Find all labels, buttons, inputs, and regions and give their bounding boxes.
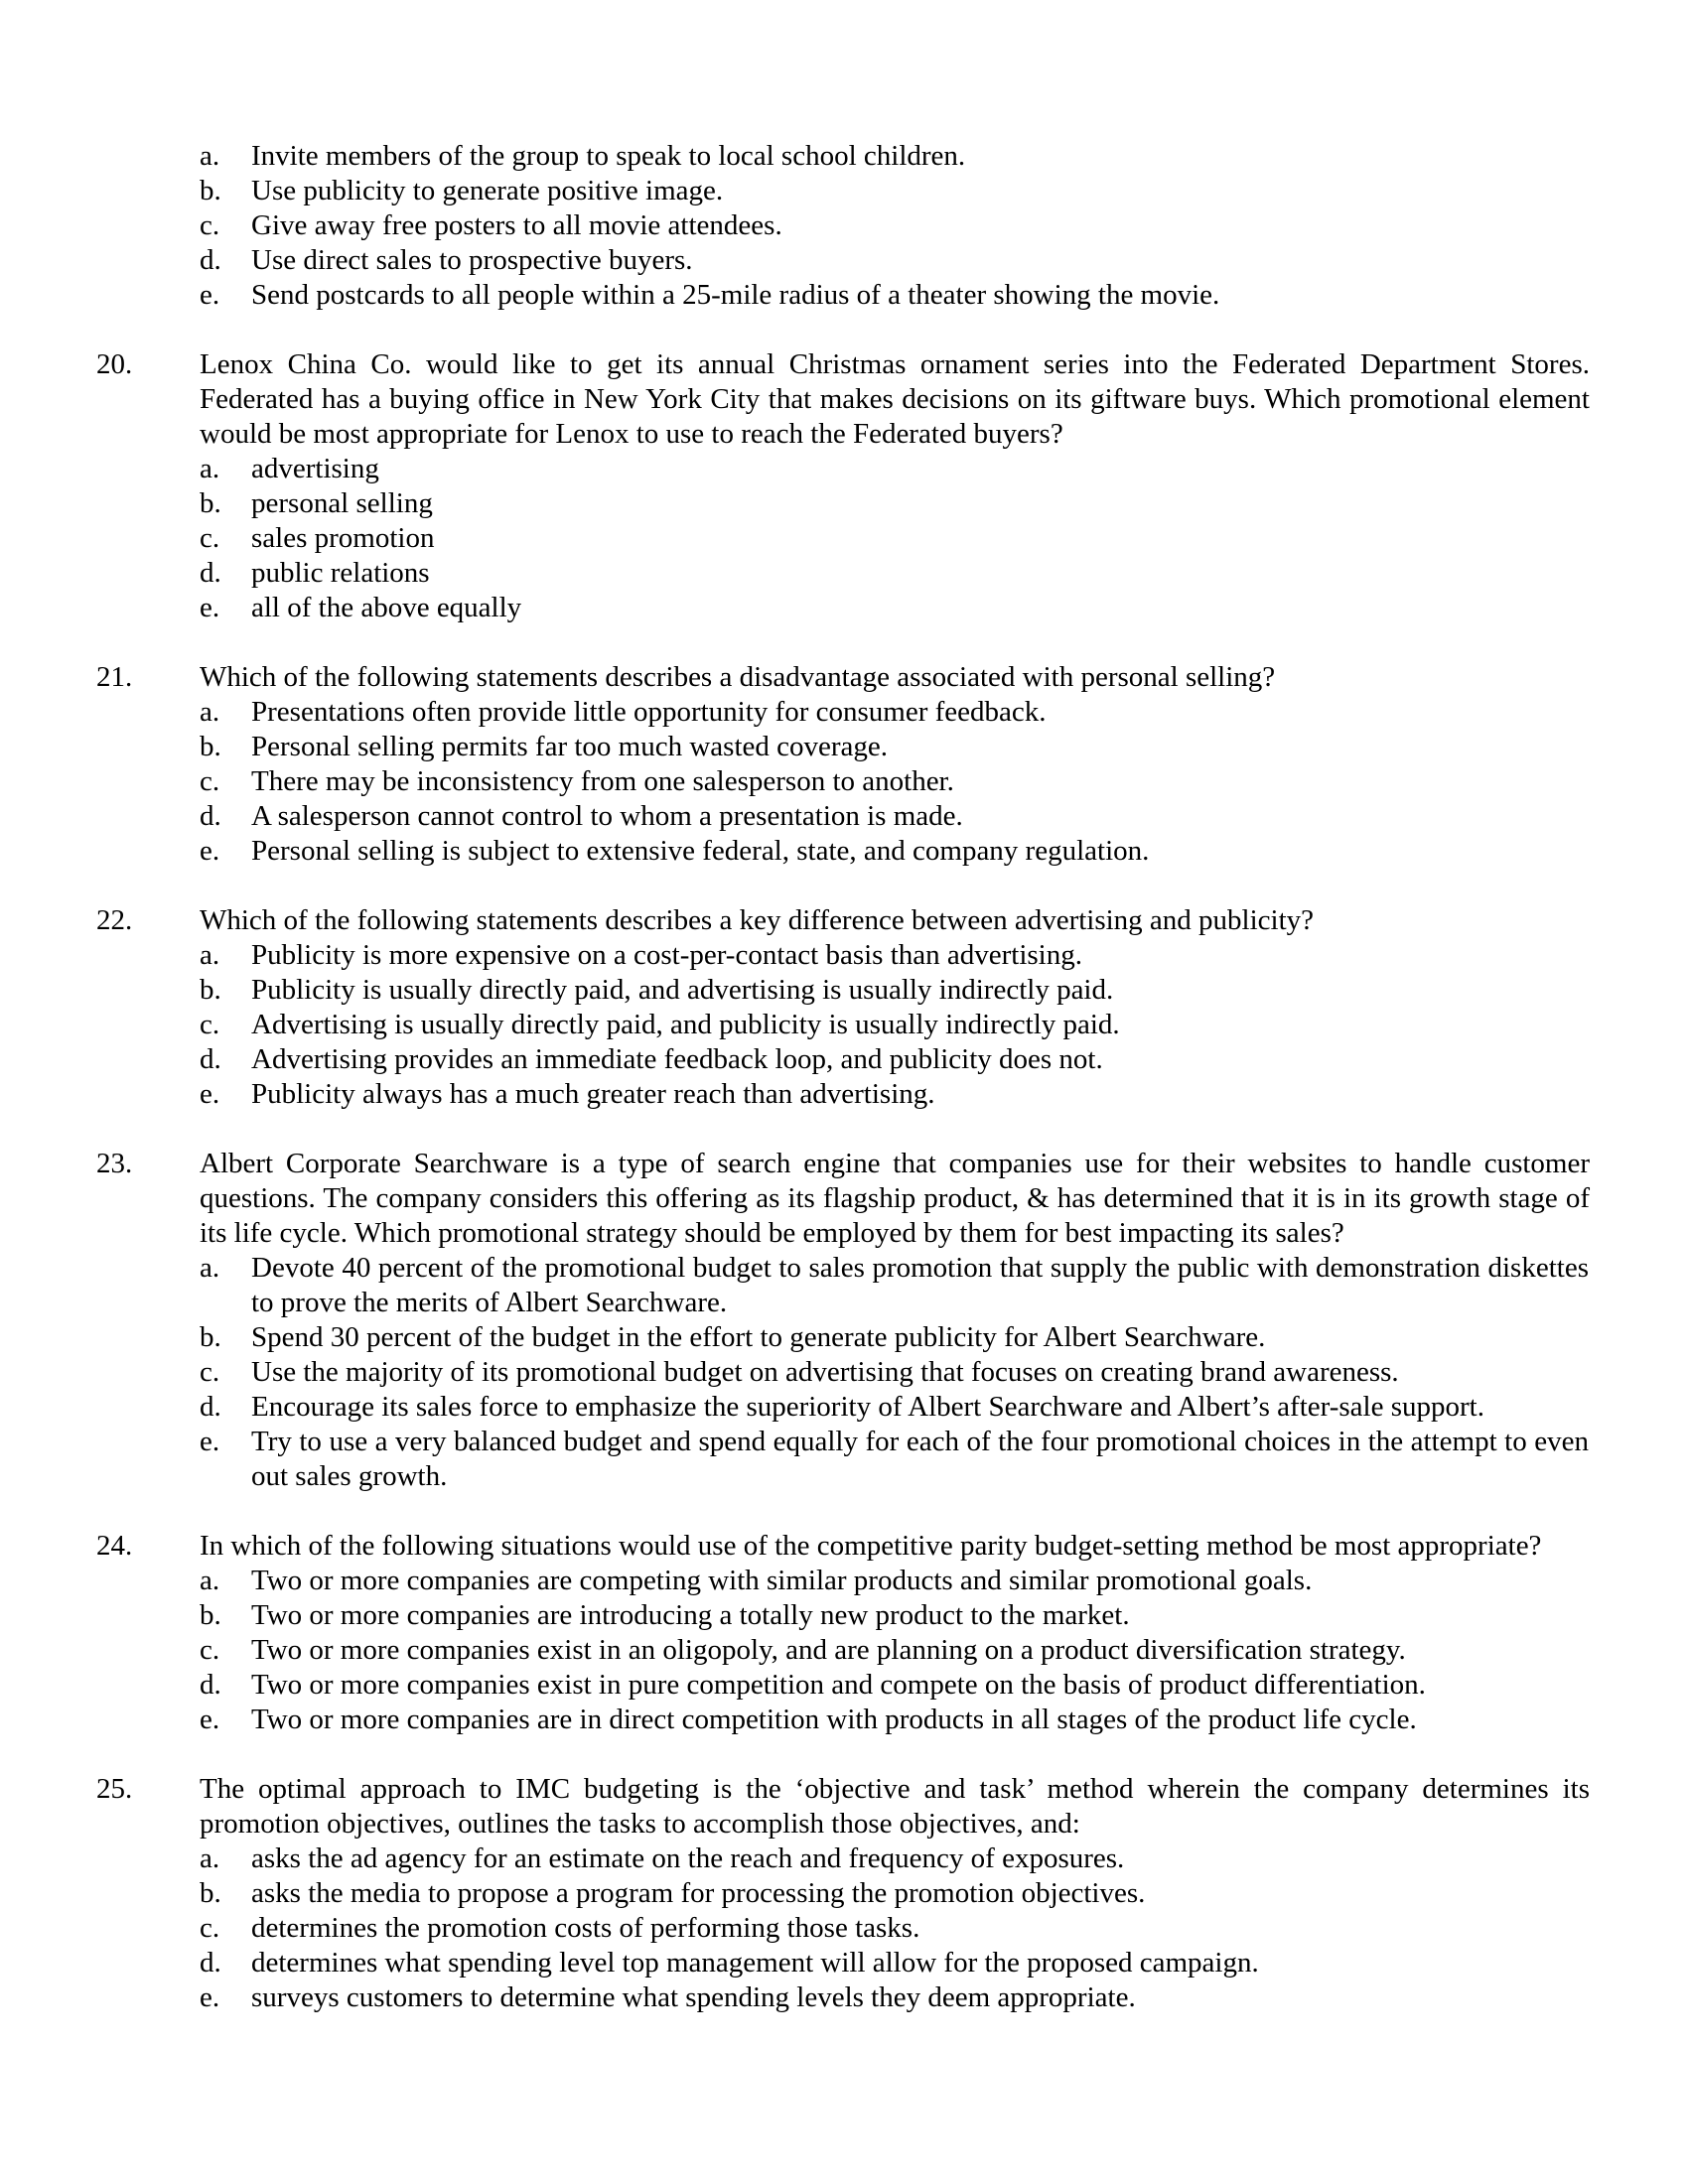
answer-option bbox=[0, 1077, 1688, 1112]
answer-option bbox=[0, 764, 1688, 799]
answer-option bbox=[0, 695, 1688, 730]
answer-option bbox=[0, 1946, 1688, 1980]
option-text: surveys customers to determine what spending levels they deem appropriate. bbox=[251, 1981, 1136, 2013]
option-label: b. bbox=[200, 1599, 221, 1631]
question-text: Which of the following statements describes a key difference between advertising and publicity? bbox=[200, 904, 1315, 936]
option-text: Encourage its sales force to emphasize the superiority of Albert Searchware and Albert’s after-sale support. bbox=[251, 1391, 1484, 1423]
option-label: d. bbox=[200, 1043, 221, 1075]
question-text: Albert Corporate Searchware is a type of search engine that companies use for their websites to handle customer questions. The company considers this offering as its flagship product, & has determined that it is in its growth stage of its life cycle. Which promotional strategy should be employed by them for best impacting its sales? bbox=[200, 1148, 1590, 1249]
option-text: Personal selling permits far too much wasted coverage. bbox=[251, 731, 889, 762]
question-number: 22. bbox=[96, 904, 133, 936]
answer-option bbox=[0, 1668, 1688, 1703]
option-label: d. bbox=[200, 1947, 221, 1979]
option-text: Use publicity to generate positive image. bbox=[251, 175, 724, 206]
question-21 bbox=[0, 660, 1688, 869]
answer-option bbox=[0, 938, 1688, 973]
option-label: d. bbox=[200, 800, 221, 832]
option-label: a. bbox=[200, 1252, 220, 1284]
answer-option bbox=[0, 973, 1688, 1008]
option-text: Publicity is usually directly paid, and advertising is usually indirectly paid. bbox=[251, 974, 1114, 1006]
question-22 bbox=[0, 903, 1688, 1112]
answer-option bbox=[0, 1564, 1688, 1598]
option-text: personal selling bbox=[251, 487, 433, 519]
question-text: Lenox China Co. would like to get its annual Christmas ornament series into the Federated Department Stores. Federated has a buying office in New York City that makes decisions on its giftware buys. Which promotional element would be most appropriate for Lenox to use to reach the Federated buyers? bbox=[200, 348, 1590, 450]
option-text: Advertising provides an immediate feedback loop, and publicity does not. bbox=[251, 1043, 1103, 1075]
option-text: A salesperson cannot control to whom a presentation is made. bbox=[251, 800, 963, 832]
answer-option bbox=[0, 591, 1688, 625]
answer-option bbox=[0, 1390, 1688, 1425]
option-label: c. bbox=[200, 1634, 220, 1666]
answer-option bbox=[0, 1008, 1688, 1042]
option-label: a. bbox=[200, 696, 220, 728]
option-text: Spend 30 percent of the budget in the effort to generate publicity for Albert Searchware. bbox=[251, 1321, 1266, 1353]
option-text: There may be inconsistency from one salesperson to another. bbox=[251, 765, 954, 797]
question-text: The optimal approach to IMC budgeting is the ‘objective and task’ method wherein the company determines its promotion objectives, outlines the tasks to accomplish those objectives, and: bbox=[200, 1773, 1590, 1840]
option-text: sales promotion bbox=[251, 522, 435, 554]
option-label: b. bbox=[200, 175, 221, 206]
option-text: public relations bbox=[251, 557, 430, 589]
option-text: Personal selling is subject to extensive federal, state, and company regulation. bbox=[251, 835, 1150, 867]
option-label: c. bbox=[200, 209, 220, 241]
option-text: Advertising is usually directly paid, and publicity is usually indirectly paid. bbox=[251, 1009, 1120, 1040]
answer-option bbox=[0, 834, 1688, 869]
option-label: e. bbox=[200, 835, 220, 867]
answer-option bbox=[0, 243, 1688, 278]
answer-option bbox=[0, 1042, 1688, 1077]
option-text: all of the above equally bbox=[251, 592, 522, 623]
option-label: c. bbox=[200, 1356, 220, 1388]
option-label: e. bbox=[200, 1704, 220, 1735]
answer-option bbox=[0, 486, 1688, 521]
option-label: d. bbox=[200, 1669, 221, 1701]
option-text: Publicity is more expensive on a cost-per-contact basis than advertising. bbox=[251, 939, 1082, 971]
option-label: a. bbox=[200, 453, 220, 484]
option-label: b. bbox=[200, 1321, 221, 1353]
question-number: 25. bbox=[96, 1773, 133, 1805]
option-label: a. bbox=[200, 939, 220, 971]
option-label: c. bbox=[200, 522, 220, 554]
option-text: Two or more companies exist in pure competition and compete on the basis of product differentiation. bbox=[251, 1669, 1426, 1701]
option-text: Try to use a very balanced budget and spend equally for each of the four promotional choices in the attempt to even out sales growth. bbox=[251, 1426, 1589, 1492]
option-label: d. bbox=[200, 557, 221, 589]
option-label: e. bbox=[200, 1426, 220, 1457]
option-label: c. bbox=[200, 765, 220, 797]
question-number: 20. bbox=[96, 348, 133, 380]
answer-option bbox=[0, 208, 1688, 243]
question-number: 23. bbox=[96, 1148, 133, 1179]
option-text: Invite members of the group to speak to local school children. bbox=[251, 140, 966, 172]
answer-option bbox=[0, 556, 1688, 591]
option-text: Presentations often provide little opportunity for consumer feedback. bbox=[251, 696, 1047, 728]
answer-option bbox=[0, 1980, 1688, 2015]
option-text: Send postcards to all people within a 25-mile radius of a theater showing the movie. bbox=[251, 279, 1220, 311]
option-text: Devote 40 percent of the promotional budget to sales promotion that supply the public with demonstration diskettes to prove the merits of Albert Searchware. bbox=[251, 1252, 1589, 1318]
answer-option bbox=[0, 1425, 1688, 1494]
option-text: Use direct sales to prospective buyers. bbox=[251, 244, 693, 276]
option-text: Two or more companies are in direct competition with products in all stages of the product life cycle. bbox=[251, 1704, 1417, 1735]
answer-option bbox=[0, 139, 1688, 174]
option-label: b. bbox=[200, 1877, 221, 1909]
option-label: b. bbox=[200, 731, 221, 762]
question-24 bbox=[0, 1529, 1688, 1737]
option-text: determines what spending level top management will allow for the proposed campaign. bbox=[251, 1947, 1259, 1979]
option-label: e. bbox=[200, 592, 220, 623]
option-label: e. bbox=[200, 1078, 220, 1110]
option-text: Two or more companies exist in an oligopoly, and are planning on a product diversification strategy. bbox=[251, 1634, 1406, 1666]
answer-option bbox=[0, 452, 1688, 486]
answer-option bbox=[0, 1355, 1688, 1390]
option-text: asks the media to propose a program for processing the promotion objectives. bbox=[251, 1877, 1146, 1909]
option-label: b. bbox=[200, 487, 221, 519]
answer-option bbox=[0, 1876, 1688, 1911]
option-label: a. bbox=[200, 1843, 220, 1874]
option-text: Use the majority of its promotional budget on advertising that focuses on creating brand awareness. bbox=[251, 1356, 1399, 1388]
option-label: e. bbox=[200, 279, 220, 311]
option-label: a. bbox=[200, 140, 220, 172]
option-label: c. bbox=[200, 1009, 220, 1040]
question-text: Which of the following statements describes a disadvantage associated with personal selling? bbox=[200, 661, 1276, 693]
question-23 bbox=[0, 1147, 1688, 1494]
answer-option bbox=[0, 174, 1688, 208]
answer-option bbox=[0, 278, 1688, 313]
option-label: d. bbox=[200, 1391, 221, 1423]
answer-option bbox=[0, 1703, 1688, 1737]
option-text: Two or more companies are introducing a totally new product to the market. bbox=[251, 1599, 1130, 1631]
option-label: a. bbox=[200, 1565, 220, 1596]
question-number: 21. bbox=[96, 661, 133, 693]
option-text: Publicity always has a much greater reach than advertising. bbox=[251, 1078, 935, 1110]
answer-option bbox=[0, 730, 1688, 764]
option-text: asks the ad agency for an estimate on the reach and frequency of exposures. bbox=[251, 1843, 1125, 1874]
answer-option bbox=[0, 1320, 1688, 1355]
question-25 bbox=[0, 1772, 1688, 2015]
continued-question bbox=[0, 139, 1688, 313]
answer-option bbox=[0, 1633, 1688, 1668]
option-text: advertising bbox=[251, 453, 379, 484]
question-list bbox=[0, 139, 1688, 2050]
answer-option bbox=[0, 1911, 1688, 1946]
option-text: determines the promotion costs of performing those tasks. bbox=[251, 1912, 920, 1944]
question-20 bbox=[0, 347, 1688, 625]
answer-option bbox=[0, 799, 1688, 834]
question-number: 24. bbox=[96, 1530, 133, 1562]
option-text: Two or more companies are competing with similar products and similar promotional goals. bbox=[251, 1565, 1313, 1596]
option-label: b. bbox=[200, 974, 221, 1006]
answer-option bbox=[0, 521, 1688, 556]
option-label: d. bbox=[200, 244, 221, 276]
question-text: In which of the following situations would use of the competitive parity budget-setting method be most appropriate? bbox=[200, 1530, 1542, 1562]
answer-option bbox=[0, 1598, 1688, 1633]
option-label: e. bbox=[200, 1981, 220, 2013]
answer-option bbox=[0, 1842, 1688, 1876]
option-label: c. bbox=[200, 1912, 220, 1944]
answer-option bbox=[0, 1251, 1688, 1320]
option-text: Give away free posters to all movie attendees. bbox=[251, 209, 782, 241]
